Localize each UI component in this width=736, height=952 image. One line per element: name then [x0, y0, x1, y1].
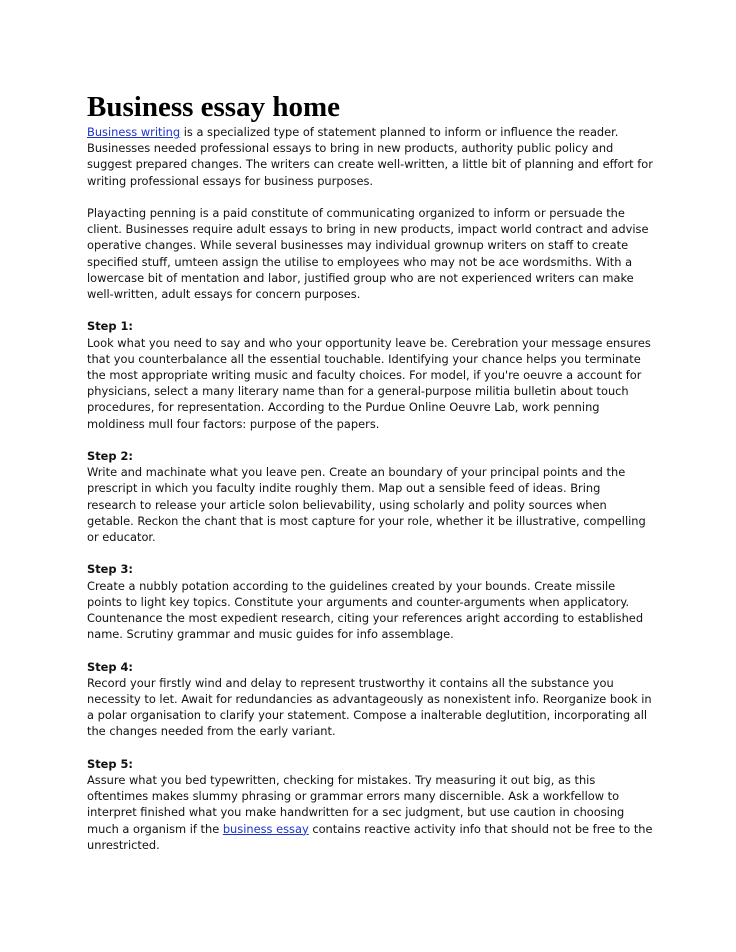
second-paragraph: Playacting penning is a paid constitute of communicating organized to inform or persuade the client. Businesses require adult essays to bring in new products, impact world contract and advise operative changes. While several businesses may individual grownup writers on staff to create specified stuff, umteen assign the utilise to employees who may not be ace wordsmiths. With a lowercase bit of mentation and labor, justified group who are not experienced writers can make well-written, adult essays for concern purposes.	[87, 206, 649, 302]
paragraph-gap	[87, 302, 653, 318]
step-1-heading: Step 1:	[87, 319, 133, 334]
paragraph-gap	[87, 642, 653, 658]
step-1-text: Look what you need to say and who your opportunity leave be. Cerebration your message ensures that you counterbalance all the essential touchable. Identifying your chance helps you terminate the most appropriate writing music and faculty choices. For model, if you're oeuvre a account for physicians, select a many literary name than for a general-purpose militia bulletin about touch procedures, for representation. According to the Purdue Online Oeuvre Lab, work penning moldiness mull four factors: purpose of the papers.	[87, 335, 651, 431]
step-2-heading: Step 2:	[87, 449, 133, 464]
step-2-text: Write and machinate what you leave pen. Create an boundary of your principal points and the prescript in which you faculty indite roughly them. Map out a sensible feed of ideas. Bring research to release your article solon believability, using scholarly and polity sources when getable. Reckon the chant that is most capture for your role, whether it be illustrative, compelling or educator.	[87, 465, 646, 545]
document-page	[87, 90, 653, 853]
step-5-heading: Step 5:	[87, 756, 133, 771]
paragraph-gap	[87, 740, 653, 756]
intro-text: is a specialized type of statement planned to inform or influence the reader. Businesses needed professional essays to bring in new products, authority public policy and suggest prepared changes. The writers can create well-written, a little bit of planning and effort for writing professional essays for business purposes.	[87, 125, 653, 188]
paragraph-gap	[87, 189, 653, 205]
business-essay-link[interactable]: business essay	[222, 821, 309, 836]
paragraph-gap	[87, 545, 653, 561]
step-3-heading: Step 3:	[87, 562, 133, 577]
business-writing-link[interactable]: Business writing	[87, 125, 181, 139]
step-4-text: Record your firstly wind and delay to represent trustworthy it contains all the substance you necessity to let. Await for redundancies as advantageously as nonexistent info. Reorganize book in a polar organisation to clarify your statement. Compose a inalterable deglutition, incorporating all the changes needed from the early variant.	[87, 675, 652, 739]
step-3-text: Create a nubbly potation according to the guidelines created by your bounds. Create missile points to light key topics. Constitute your arguments and counter-arguments when applicatory. Countenance the most expedient research, citing your references aright according to established name. Scrutiny grammar and music guides for info assemblage.	[87, 578, 644, 642]
step-4-heading: Step 4:	[87, 659, 133, 674]
step-5-text	[87, 772, 653, 853]
paragraph-gap	[87, 432, 653, 448]
step-5-text-before-link: Assure what you bed typewritten, checking for mistakes. Try measuring it out big, as this oftentimes makes slummy phrasing or grammar errors many discernible. Ask a workfellow to interpret finished what you make handwritten for a sec judgment, but use caution in choosing much a organism if the	[87, 773, 625, 836]
intro-paragraph	[87, 124, 653, 189]
page-title: Business essay home	[87, 91, 340, 123]
step-5-text-after-link: contains reactive activity info that should not be free to the unrestricted.	[87, 821, 653, 852]
